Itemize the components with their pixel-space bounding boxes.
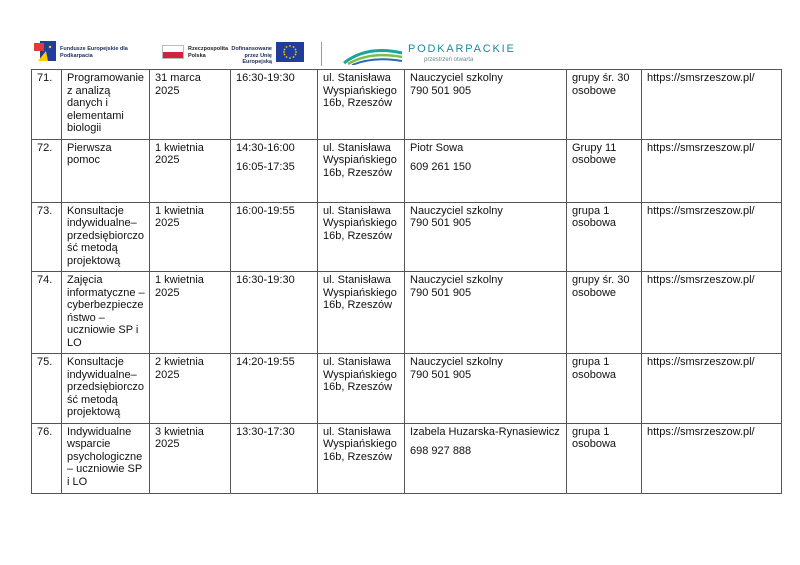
date-cell: 1 kwietnia 2025	[150, 202, 231, 272]
date-cell: 1 kwietnia 2025	[150, 139, 231, 202]
time-cell: 13:30-17:30	[231, 423, 318, 493]
table-row	[32, 139, 782, 202]
url-cell[interactable]: https://smsrzeszow.pl/	[642, 202, 782, 272]
contact-cell: Nauczyciel szkolny 790 501 905	[405, 354, 567, 424]
region-tagline: przestrzeń otwarta	[424, 57, 474, 63]
table-row	[32, 272, 782, 354]
table-row	[32, 70, 782, 140]
time-cell: 16:00-19:55	[231, 202, 318, 272]
table-row	[32, 354, 782, 424]
row-number: 74.	[32, 272, 62, 354]
contact-cell: Nauczyciel szkolny 790 501 905	[405, 70, 567, 140]
url-cell[interactable]: https://smsrzeszow.pl/	[642, 354, 782, 424]
topic-cell: Konsultacje indywidualne– przedsiębiorczo ść metodą projektową	[62, 202, 150, 272]
place-cell: ul. Stanisława Wyspiańskiego 16b, Rzeszów	[318, 354, 405, 424]
fe-logo-text: Fundusze Europejskie dla Podkarpacia	[60, 46, 128, 59]
date-cell: 2 kwietnia 2025	[150, 354, 231, 424]
table-row	[32, 423, 782, 493]
topic-cell: Programowanie z analizą danych i elementami biologii	[62, 70, 150, 140]
place-cell: ul. Stanisława Wyspiańskiego 16b, Rzeszów	[318, 423, 405, 493]
url-cell[interactable]: https://smsrzeszow.pl/	[642, 272, 782, 354]
eu-logo	[216, 38, 308, 68]
group-cell: grupa 1 osobowa	[567, 354, 642, 424]
time-cell: 14:20-19:55	[231, 354, 318, 424]
row-number: 71.	[32, 70, 62, 140]
fe-logo	[34, 38, 144, 68]
podkarpackie-wave-icon	[342, 41, 404, 65]
table-row	[32, 202, 782, 272]
fe-flag-icon	[34, 41, 56, 61]
group-cell: grupa 1 osobowa	[567, 202, 642, 272]
header-logos	[34, 38, 514, 68]
time-cell: 14:30-16:00 16:05-17:35	[231, 139, 318, 202]
row-number: 72.	[32, 139, 62, 202]
region-name: PODKARPACKIE	[408, 43, 516, 55]
place-cell: ul. Stanisława Wyspiańskiego 16b, Rzeszów	[318, 139, 405, 202]
row-number: 75.	[32, 354, 62, 424]
schedule-table	[31, 69, 782, 494]
url-cell[interactable]: https://smsrzeszow.pl/	[642, 70, 782, 140]
url-cell[interactable]: https://smsrzeszow.pl/	[642, 423, 782, 493]
row-number: 76.	[32, 423, 62, 493]
topic-cell: Konsultacje indywidualne– przedsiębiorczo ść metodą projektową	[62, 354, 150, 424]
row-number: 73.	[32, 202, 62, 272]
date-cell: 31 marca 2025	[150, 70, 231, 140]
topic-cell: Zajęcia informatyczne – cyberbezpiecze ństwo – uczniowie SP i LO	[62, 272, 150, 354]
group-cell: Grupy 11 osobowe	[567, 139, 642, 202]
eu-logo-text: Dofinansowane przez Unię Europejską	[231, 46, 272, 65]
topic-cell: Pierwsza pomoc	[62, 139, 150, 202]
topic-cell: Indywidualne wsparcie psychologiczne – uczniowie SP i LO	[62, 423, 150, 493]
pl-logo-text: Rzeczpospolita Polska	[188, 46, 229, 59]
contact-cell: Nauczyciel szkolny 790 501 905	[405, 272, 567, 354]
time-cell: 16:30-19:30	[231, 70, 318, 140]
place-cell: ul. Stanisława Wyspiańskiego 16b, Rzeszów	[318, 272, 405, 354]
date-cell: 3 kwietnia 2025	[150, 423, 231, 493]
group-cell: grupy śr. 30 osobowe	[567, 272, 642, 354]
contact-cell: Nauczyciel szkolny 790 501 905	[405, 202, 567, 272]
group-cell: grupy śr. 30 osobowe	[567, 70, 642, 140]
eu-flag-icon	[276, 42, 304, 62]
url-cell[interactable]: https://smsrzeszow.pl/	[642, 139, 782, 202]
date-cell: 1 kwietnia 2025	[150, 272, 231, 354]
pl-flag-icon	[162, 45, 184, 59]
group-cell: grupa 1 osobowa	[567, 423, 642, 493]
time-cell: 16:30-19:30	[231, 272, 318, 354]
contact-cell: Izabela Huzarska-Rynasiewicz 698 927 888	[405, 423, 567, 493]
place-cell: ul. Stanisława Wyspiańskiego 16b, Rzeszów	[318, 202, 405, 272]
place-cell: ul. Stanisława Wyspiańskiego 16b, Rzeszów	[318, 70, 405, 140]
logo-divider	[321, 42, 322, 66]
contact-cell: Piotr Sowa 609 261 150	[405, 139, 567, 202]
